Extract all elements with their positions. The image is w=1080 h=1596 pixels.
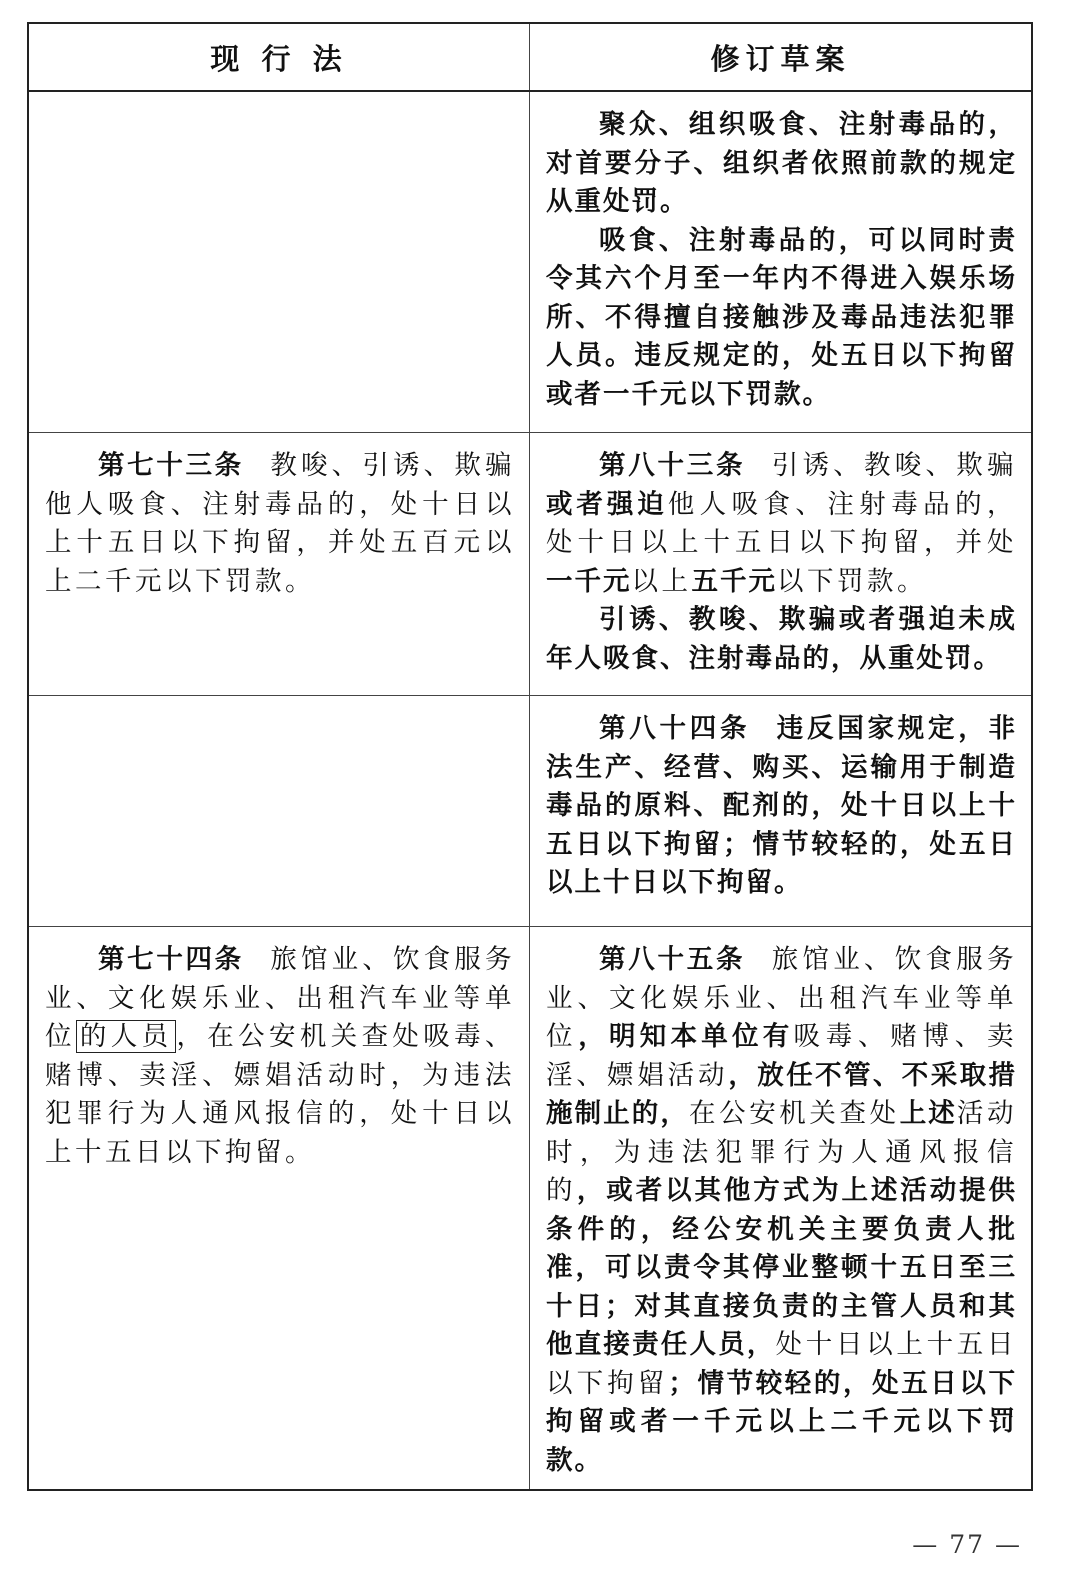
- current-law-cell: [29, 927, 530, 1489]
- draft-cell: [530, 433, 1031, 695]
- current-law-cell-empty: [29, 696, 530, 926]
- article-text: 活动时，为违法犯罪行为人通风报信的: [546, 1098, 1018, 1206]
- table-header: [29, 24, 1031, 92]
- amended-text: 上述: [899, 1098, 957, 1129]
- amended-text: 一千元: [546, 565, 632, 597]
- table-row: [29, 696, 1031, 927]
- article-text: 违反国家规定，非法生产、经营、购买、运输用于制造毒品的原料、配剂的，处十日以上十五日以下拘留；情节较轻的，处五日以上十日以下拘留。: [546, 713, 1017, 898]
- draft-paragraph: [546, 710, 1017, 903]
- amended-text: ，或者以其他方式为上述活动提供条件的，经公安机关主要负责人批准，可以责令其停业整顿十五日至三十日；对其直接负责的主管人员和其他直接责任人员，: [546, 1175, 1018, 1360]
- article-text: 旅馆业、饮食服务业、文化娱乐业、出租汽车业等单位: [45, 944, 516, 1052]
- draft-paragraph: 吸食、注射毒品的，可以同时责令其六个月至一年内不得进入娱乐场所、不得擅自接触涉及毒品违法犯罪人员。违反规定的，处五日以下拘留或者一千元以下罚款。: [546, 224, 1017, 410]
- current-law-paragraph: [45, 941, 515, 1172]
- current-law-cell: [29, 433, 530, 695]
- amended-text: ，放任不管、不采取措施制止的，: [546, 1059, 1018, 1129]
- header-current-law: 现 行 法: [29, 24, 530, 90]
- amended-text: ，明知本单位有: [578, 1021, 794, 1052]
- draft-cell: [530, 696, 1031, 926]
- article-number: 第七十四条: [98, 944, 244, 975]
- page-number: — 77 —: [912, 1530, 1022, 1559]
- draft-paragraph: 引诱、教唆、欺骗或者强迫未成年人吸食、注射毒品的，从重处罚。: [546, 604, 1017, 674]
- article-text: 教唆、引诱、欺骗他人吸食、注射毒品的，处十日以上十五日以下拘留，并处五百元以上二千元以下罚款。: [45, 450, 516, 597]
- article-text: 他人吸食、注射毒品的，处十日以上十五日以下拘留，并处: [546, 488, 1018, 558]
- amended-text: 或者强迫: [546, 488, 668, 520]
- article-number: 第八十五条: [599, 944, 746, 975]
- article-text: 以上: [631, 565, 692, 597]
- current-law-paragraph: [45, 447, 515, 601]
- article-text: 引诱、教唆、欺骗: [771, 450, 1017, 481]
- header-revised-draft: 修订草案: [710, 41, 851, 76]
- table-row: [29, 433, 1031, 696]
- draft-cell: [530, 92, 1031, 432]
- article-text: 处十日以上十五日以下拘留: [546, 1329, 1018, 1399]
- draft-paragraph: [546, 447, 1017, 601]
- amended-text: 五千元: [691, 565, 777, 597]
- comparison-table: [27, 22, 1033, 1491]
- article-text: 旅馆业、饮食服务业、文化娱乐业、出租汽车业等单位: [546, 944, 1017, 1052]
- table-row: [29, 927, 1031, 1489]
- amended-text: ；情节较轻的，处五日以下拘留或者一千元以上二千元以下罚款。: [546, 1367, 1018, 1476]
- article-number: 第八十四条: [599, 713, 751, 744]
- table-row: [29, 92, 1031, 433]
- draft-paragraph: 聚众、组织吸食、注射毒品的，对首要分子、组织者依照前款的规定从重处罚。: [546, 109, 1017, 217]
- article-text: 吸毒、赌博、卖淫、嫖娼活动: [546, 1021, 1017, 1091]
- article-text: 以下罚款。: [777, 565, 927, 597]
- draft-cell: [530, 927, 1031, 1489]
- current-law-cell-empty: [29, 92, 530, 432]
- boxed-deleted-text: 的人员: [76, 1020, 177, 1053]
- draft-paragraph: [546, 941, 1017, 1480]
- article-number: 第八十三条: [599, 450, 746, 481]
- article-text: 在公安机关查处: [689, 1098, 900, 1129]
- article-number: 第七十三条: [98, 450, 244, 481]
- article-text: ，在公安机关查处吸毒、赌博、卖淫、嫖娼活动时，为违法犯罪行为人通风报信的，处十日以上十五日以下拘留。: [45, 1021, 516, 1168]
